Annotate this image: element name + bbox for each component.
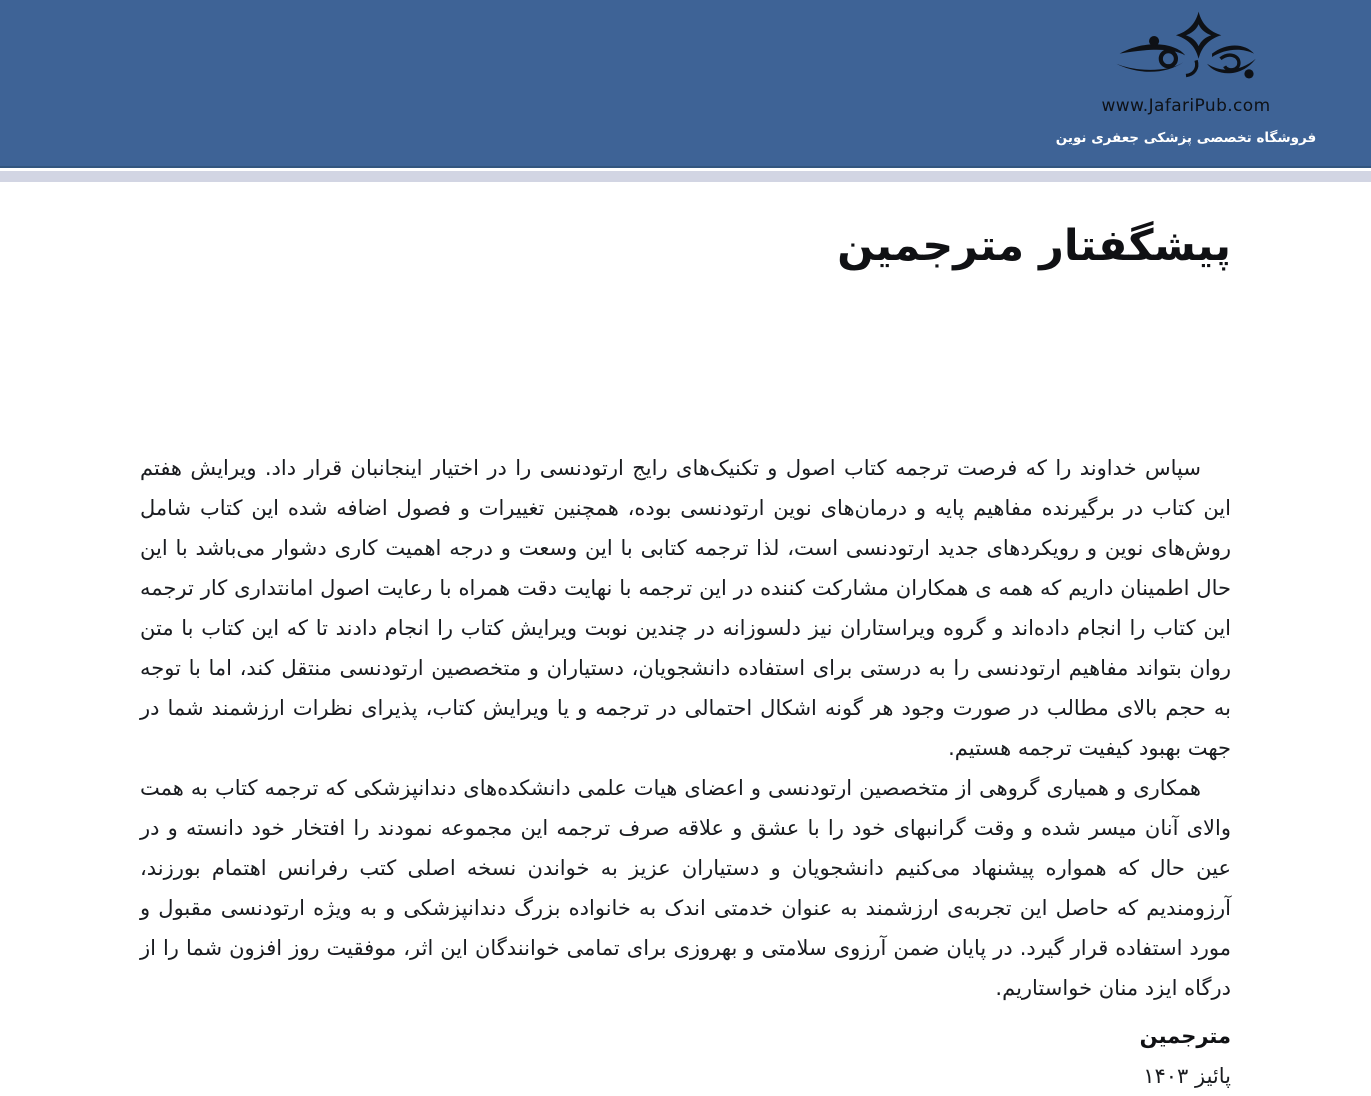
preface-content (0, 220, 1371, 1096)
brand-block (1055, 10, 1317, 146)
date-line: پائیز ۱۴۰۳ (1143, 1064, 1231, 1088)
divider-strip (0, 171, 1371, 182)
page-title: پیشگفتار مترجمین (837, 221, 1231, 271)
signature-translators: مترجمین (1139, 1024, 1231, 1048)
preface-paragraph-2: همکاری و همیاری گروهی از متخصصین ارتودنسی و اعضای هیات علمی دانشکده‌های دندانپزشکی که ترجمه کتاب به همت والای آنان میسر شده و وقت گرانبهای خود را با عشق و علاقه صرف ترجمه این مجموعه نمودند را افتخار خود دانسته و در عین حال که همواره پیشنهاد می‌کنیم دانشجویان و دستیاران عزیز به خواندن نسخه اصلی کتب رفرانس اهتمام بورزند، آرزومندیم که حاصل این تجربه‌ی ارزشمند به عنوان خدمتی اندک به خانواده بزرگ دندانپزشکی و به ویژه ارتودنسی مقبول و مورد استفاده قرار گیرد. در پایان ضمن آرزوی سلامتی و بهروزی برای تمامی خوانندگان این اثر، موفقیت روز افزون شما را از درگاه ایزد منان خواستاریم. (140, 776, 1231, 1000)
preface-paragraph-1: سپاس خداوند را که فرصت ترجمه کتاب اصول و تکنیک‌های رایج ارتودنسی را در اختیار اینجانبان قرار داد. ویرایش هفتم این کتاب در برگیرنده مفاهیم پایه و درمان‌های نوین ارتودنسی بوده، همچنین تغییرات و فصول اضافه شده این کتاب شامل روش‌های نوین و رویکردهای جدید ارتودنسی است، لذا ترجمه کتابی با این وسعت و درجه اهمیت کاری دشوار می‌باشد با این حال اطمینان داریم که همه ی همکاران مشارکت کننده در این ترجمه با نهایت دقت همراه با رعایت اصول امانتداری کار ترجمه این کتاب را انجام داده‌اند و گروه ویراستاران نیز دلسوزانه در چندین نوبت ویرایش کتاب را انجام دادند تا که این کتاب با متن روان بتواند مفاهیم ارتودنسی را به درستی برای استفاده دانشجویان، دستیاران و متخصصین ارتودنسی منتقل کند، اما با توجه به حجم بالای مطالب در صورت وجود هر گونه اشکال احتمالی در ترجمه و یا ویرایش کتاب، پذیرای نظرات ارزشمند شما در جهت بهبود کیفیت ترجمه هستیم. (140, 456, 1231, 760)
publisher-tagline: فروشگاه تخصصی پزشکی جعفری نوین (1055, 130, 1317, 146)
header-banner (0, 0, 1371, 168)
publisher-logo-icon (1110, 10, 1262, 94)
publisher-website-url: www.JafariPub.com (1101, 96, 1271, 116)
